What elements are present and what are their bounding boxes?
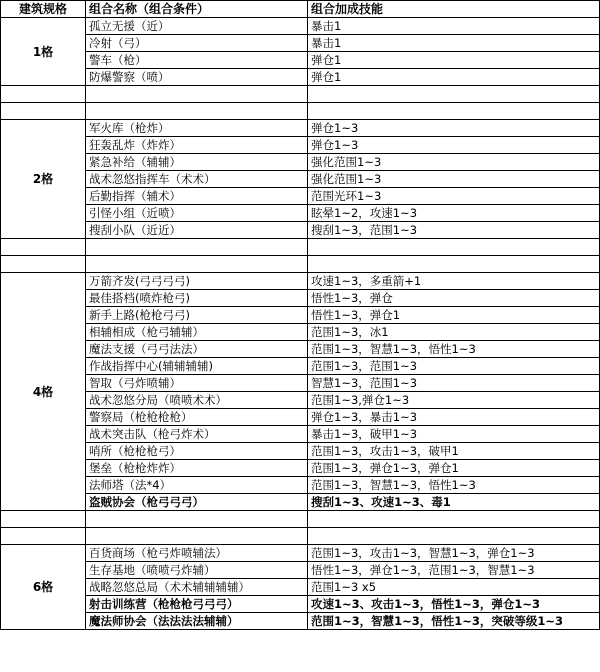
table-row bbox=[1, 613, 600, 630]
table-row bbox=[1, 562, 600, 579]
combination-name-cell: 最佳搭档(喷炸枪弓) bbox=[86, 290, 308, 307]
combination-name-cell: 引怪小组（近喷） bbox=[86, 205, 308, 222]
table-row bbox=[1, 35, 600, 52]
bonus-skill-cell: 范围光环1~3 bbox=[308, 188, 600, 205]
combination-name-cell: 战术忽悠指挥车（术术） bbox=[86, 171, 308, 188]
table-row bbox=[1, 579, 600, 596]
bonus-skill-cell: 范围1~3，智慧1~3，悟性1~3 bbox=[308, 477, 600, 494]
empty-cell bbox=[308, 86, 600, 103]
table-row bbox=[1, 324, 600, 341]
header-row bbox=[1, 1, 600, 18]
empty-cell bbox=[308, 256, 600, 273]
empty-cell bbox=[86, 528, 308, 545]
spacer-row bbox=[1, 511, 600, 528]
table-row bbox=[1, 18, 600, 35]
empty-cell bbox=[1, 239, 86, 256]
table-row bbox=[1, 409, 600, 426]
empty-cell bbox=[86, 86, 308, 103]
combination-name-cell: 孤立无援（近） bbox=[86, 18, 308, 35]
table-row bbox=[1, 545, 600, 562]
spacer-row bbox=[1, 528, 600, 545]
combination-name-cell: 战略忽悠总局（术术辅辅辅辅） bbox=[86, 579, 308, 596]
combination-name-cell: 智取（弓炸喷辅） bbox=[86, 375, 308, 392]
combination-name-cell: 相辅相成（枪弓辅辅） bbox=[86, 324, 308, 341]
building-size-cell: 4格 bbox=[1, 273, 86, 511]
combination-name-cell: 魔法师协会（法法法法辅辅） bbox=[86, 613, 308, 630]
combination-name-cell: 军火库（枪炸） bbox=[86, 120, 308, 137]
bonus-skill-cell: 眩晕1~2，攻速1~3 bbox=[308, 205, 600, 222]
empty-cell bbox=[1, 511, 86, 528]
combination-name-cell: 堡垒（枪枪炸炸） bbox=[86, 460, 308, 477]
bonus-skill-cell: 弹仓1 bbox=[308, 69, 600, 86]
combination-name-cell: 冷射（弓） bbox=[86, 35, 308, 52]
combination-name-cell: 哨所（枪枪枪弓） bbox=[86, 443, 308, 460]
bonus-skill-cell: 范围1~3，范围1~3 bbox=[308, 358, 600, 375]
empty-cell bbox=[86, 256, 308, 273]
bonus-skill-cell: 攻速1~3，多重箭+1 bbox=[308, 273, 600, 290]
table-row bbox=[1, 392, 600, 409]
header-bonus-skill: 组合加成技能 bbox=[308, 1, 600, 18]
table-row bbox=[1, 307, 600, 324]
combination-name-cell: 生存基地（喷喷弓炸辅） bbox=[86, 562, 308, 579]
bonus-skill-cell: 弹仓1 bbox=[308, 52, 600, 69]
building-size-cell: 2格 bbox=[1, 120, 86, 239]
bonus-skill-cell: 范围1~3,弹仓1~3 bbox=[308, 392, 600, 409]
bonus-skill-cell: 弹仓1~3 bbox=[308, 120, 600, 137]
empty-cell bbox=[86, 511, 308, 528]
empty-cell bbox=[1, 528, 86, 545]
combination-name-cell: 盗贼协会（枪弓弓弓） bbox=[86, 494, 308, 511]
empty-cell bbox=[1, 103, 86, 120]
spacer-row bbox=[1, 239, 600, 256]
empty-cell bbox=[308, 103, 600, 120]
table-row bbox=[1, 137, 600, 154]
table-row bbox=[1, 154, 600, 171]
spacer-row bbox=[1, 86, 600, 103]
table-row bbox=[1, 443, 600, 460]
combination-name-cell: 狂轰乱炸（炸炸） bbox=[86, 137, 308, 154]
table-row bbox=[1, 188, 600, 205]
combination-name-cell: 魔法支援（弓弓法法） bbox=[86, 341, 308, 358]
table-row bbox=[1, 52, 600, 69]
table-row bbox=[1, 222, 600, 239]
empty-cell bbox=[308, 239, 600, 256]
bonus-skill-cell: 暴击1 bbox=[308, 35, 600, 52]
empty-cell bbox=[86, 103, 308, 120]
bonus-skill-cell: 范围1~3，攻击1~3，智慧1~3，弹仓1~3 bbox=[308, 545, 600, 562]
empty-cell bbox=[308, 511, 600, 528]
table-body bbox=[1, 1, 600, 630]
empty-cell bbox=[308, 528, 600, 545]
bonus-skill-cell: 弹仓1~3，暴击1~3 bbox=[308, 409, 600, 426]
bonus-skill-cell: 悟性1~3，弹仓 bbox=[308, 290, 600, 307]
bonus-skill-cell: 范围1~3，智慧1~3，悟性1~3，突破等级1~3 bbox=[308, 613, 600, 630]
table-row bbox=[1, 341, 600, 358]
bonus-skill-cell: 范围1~3 x5 bbox=[308, 579, 600, 596]
combination-name-cell: 百货商场（枪弓炸喷辅法） bbox=[86, 545, 308, 562]
combination-name-cell: 紧急补给（辅辅） bbox=[86, 154, 308, 171]
bonus-skill-cell: 搜刮1~3，范围1~3 bbox=[308, 222, 600, 239]
combination-name-cell: 警察局（枪枪枪枪） bbox=[86, 409, 308, 426]
empty-cell bbox=[1, 86, 86, 103]
table-row bbox=[1, 290, 600, 307]
bonus-skill-cell: 范围1~3，弹仓1~3，弹仓1 bbox=[308, 460, 600, 477]
empty-cell bbox=[86, 239, 308, 256]
combination-name-cell: 警车（枪） bbox=[86, 52, 308, 69]
bonus-skill-cell: 强化范围1~3 bbox=[308, 171, 600, 188]
bonus-skill-cell: 范围1~3，冰1 bbox=[308, 324, 600, 341]
table-row bbox=[1, 205, 600, 222]
combination-name-cell: 防爆警察（喷） bbox=[86, 69, 308, 86]
combination-name-cell: 射击训练营（枪枪枪弓弓弓） bbox=[86, 596, 308, 613]
bonus-skill-cell: 暴击1~3，破甲1~3 bbox=[308, 426, 600, 443]
spacer-row bbox=[1, 256, 600, 273]
bonus-skill-cell: 强化范围1~3 bbox=[308, 154, 600, 171]
table-row bbox=[1, 426, 600, 443]
header-combination-name: 组合名称（组合条件） bbox=[86, 1, 308, 18]
table-row bbox=[1, 69, 600, 86]
combination-name-cell: 后勤指挥（辅术） bbox=[86, 188, 308, 205]
table-row bbox=[1, 494, 600, 511]
spacer-row bbox=[1, 103, 600, 120]
combination-name-cell: 法师塔（法*4） bbox=[86, 477, 308, 494]
bonus-skill-cell: 弹仓1~3 bbox=[308, 137, 600, 154]
bonus-skill-cell: 搜刮1~3、攻速1~3、毒1 bbox=[308, 494, 600, 511]
building-size-cell: 6格 bbox=[1, 545, 86, 630]
table-row bbox=[1, 375, 600, 392]
bonus-skill-cell: 攻速1~3、攻击1~3，悟性1~3，弹仓1~3 bbox=[308, 596, 600, 613]
table-row bbox=[1, 171, 600, 188]
combination-name-cell: 搜刮小队（近近） bbox=[86, 222, 308, 239]
bonus-skill-cell: 悟性1~3，弹仓1~3，范围1~3，智慧1~3 bbox=[308, 562, 600, 579]
header-building-size: 建筑规格 bbox=[1, 1, 86, 18]
combination-name-cell: 作战指挥中心(辅辅辅辅) bbox=[86, 358, 308, 375]
table-row bbox=[1, 596, 600, 613]
combination-name-cell: 万箭齐发(弓弓弓弓) bbox=[86, 273, 308, 290]
table-row bbox=[1, 273, 600, 290]
bonus-skill-cell: 暴击1 bbox=[308, 18, 600, 35]
combination-name-cell: 战术突击队（枪弓炸术） bbox=[86, 426, 308, 443]
bonus-skill-cell: 范围1~3，智慧1~3，悟性1~3 bbox=[308, 341, 600, 358]
bonus-skill-cell: 智慧1~3，范围1~3 bbox=[308, 375, 600, 392]
building-size-cell: 1格 bbox=[1, 18, 86, 86]
bonus-skill-cell: 悟性1~3，弹仓1 bbox=[308, 307, 600, 324]
empty-cell bbox=[1, 256, 86, 273]
combination-name-cell: 新手上路(枪枪弓弓) bbox=[86, 307, 308, 324]
bonus-skill-cell: 范围1~3，攻击1~3，破甲1 bbox=[308, 443, 600, 460]
table-row bbox=[1, 460, 600, 477]
table-row bbox=[1, 120, 600, 137]
combination-name-cell: 战术忽悠分局（喷喷术术） bbox=[86, 392, 308, 409]
table-row bbox=[1, 358, 600, 375]
table-row bbox=[1, 477, 600, 494]
